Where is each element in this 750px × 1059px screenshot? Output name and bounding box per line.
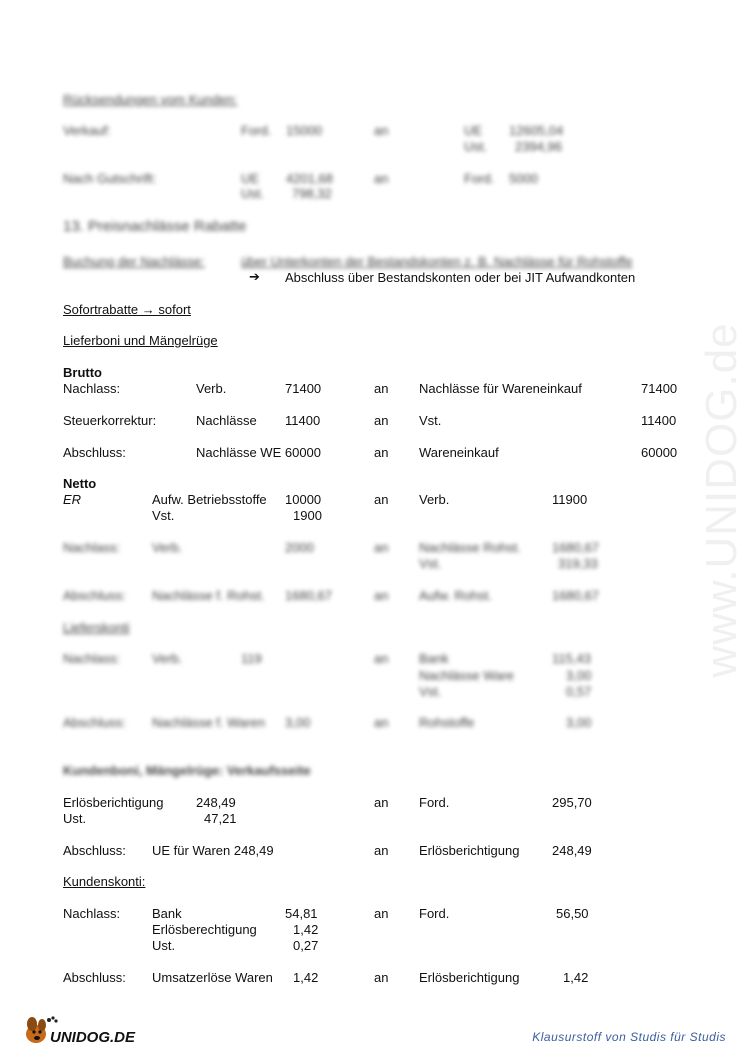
erloes-d1: Erlösberichtigung — [63, 795, 164, 810]
mid-a1-label: Abschluss: — [63, 588, 126, 603]
brutto-r3-label: Abschluss: — [63, 445, 126, 460]
kundenskonti-abs-amount: 1,42 — [293, 970, 319, 985]
kundenskonti-credit: Ford. — [419, 906, 450, 921]
returns-r1-credit-amount: 12605,04 — [509, 123, 564, 138]
brutto-r1-amount: 71400 — [285, 381, 322, 396]
kundenskonti-d1: Bank — [152, 906, 182, 921]
returns-r1-label: Verkauf: — [63, 123, 111, 138]
mid-n2c-credit: Vst. — [419, 684, 442, 699]
brutto-r1-credit: Nachlässe für Wareneinkauf — [419, 381, 582, 396]
mid-n1b-credit: Vst. — [419, 556, 442, 571]
brutto-r2-credit-amount: 11400 — [641, 413, 677, 428]
mid-n1-label: Nachlass: — [63, 540, 121, 555]
mid-n2-amount: 119 — [241, 651, 262, 666]
returns-r2b-amount: 798,32 — [292, 186, 332, 201]
netto-debit1: Aufw. Betriebsstoffe — [152, 492, 267, 507]
mid-a1-amount: 1680,67 — [285, 588, 332, 603]
netto-an: an — [374, 492, 389, 507]
mid-n1-credit: Nachlässe Rohst. — [419, 540, 521, 555]
mid-a2-credit-amount: 3,00 — [566, 715, 592, 730]
brutto-r2-an: an — [374, 413, 389, 428]
erloes-credit: Ford. — [419, 795, 450, 810]
mid-n2b-credit: Nachlässe Ware — [419, 668, 514, 683]
brutto-r1-an: an — [374, 381, 389, 396]
brutto-r3-an: an — [374, 445, 389, 460]
netto-credit-amount: 11900 — [552, 492, 588, 507]
closing-arrow-icon: ➔ — [249, 269, 260, 284]
kundenskonti-heading: Kundenskonti: — [63, 874, 146, 889]
kundenskonti-credit-amount: 56,50 — [556, 906, 589, 921]
brutto-r3-credit: Wareneinkauf — [419, 445, 499, 460]
brutto-r1-label: Nachlass: — [63, 381, 121, 396]
lieferskonti-heading: Lieferskonti — [63, 620, 130, 635]
mid-n2c-amount: 0,57 — [566, 684, 592, 699]
mid-n2-label: Nachlass: — [63, 651, 121, 666]
mid-n1-an: an — [374, 540, 389, 555]
mid-a2-label: Abschluss: — [63, 715, 126, 730]
brutto-r2-debit: Nachlässe — [196, 413, 257, 428]
erloes-abs-an: an — [374, 843, 389, 858]
kundenskonti-abs-debit: Umsatzerlöse Waren — [152, 970, 273, 985]
kundenskonti-abs-credit-amount: 1,42 — [563, 970, 589, 985]
brutto-r1-credit-amount: 71400 — [641, 381, 678, 396]
footer-tagline: Klausurstoff von Studis für Studis — [532, 1030, 726, 1044]
mid-n2-credit: Bank — [419, 651, 449, 666]
mid-a2-an: an — [374, 715, 389, 730]
lieferboni-heading: Lieferboni und Mängelrüge — [63, 333, 218, 348]
erloes-a1: 248,49 — [196, 795, 236, 810]
netto-credit: Verb. — [419, 492, 450, 507]
returns-r2-an: an — [374, 171, 389, 186]
erloes-abs-debit: UE für Waren 248,49 — [152, 843, 274, 858]
mid-a1-credit-amount: 1680,67 — [552, 588, 599, 603]
erloes-a2: 47,21 — [204, 811, 237, 826]
returns-r1-amount: 15000 — [286, 123, 323, 138]
returns-r2-debit: UE — [241, 171, 260, 186]
closing-text: Abschluss über Bestandskonten oder bei JIT Aufwandkonten — [285, 270, 636, 285]
returns-r2-amount: 4201,68 — [286, 171, 333, 186]
brutto-title: Brutto — [63, 365, 102, 380]
returns-r2-credit-amount: 5000 — [509, 171, 538, 186]
booking-text: über Unterkonten der Bestandskonten z. B. Nachlässe für Rohstoffe — [241, 254, 633, 269]
erloes-abs-amount: 248,49 — [552, 843, 592, 858]
svg-text:UNIDOG.DE: UNIDOG.DE — [50, 1029, 136, 1046]
kundenskonti-d2: Erlösberechtigung — [152, 922, 257, 937]
mid-n1-debit: Verb. — [152, 540, 183, 555]
erloes-abs-label: Abschluss: — [63, 843, 126, 858]
returns-r2b-debit: Ust. — [241, 186, 265, 201]
mid-a1-credit: Aufw. Rohst. — [419, 588, 492, 603]
netto-amount1: 10000 — [285, 492, 322, 507]
sofortrabatte: Sofortrabatte → sofort — [63, 302, 191, 317]
returns-r1-an: an — [374, 123, 389, 138]
kundenskonti-abs-label: Abschluss: — [63, 970, 126, 985]
unidog-logo — [20, 1012, 152, 1048]
mid-a2-amount: 3,00 — [285, 715, 311, 730]
erloes-d2: Ust. — [63, 811, 87, 826]
returns-r2-label: Nach Gutschrift: — [63, 171, 157, 186]
kundenskonti-abs-an: an — [374, 970, 389, 985]
brutto-r2-label: Steuerkorrektur: — [63, 413, 157, 428]
mid-n1-credit-amount: 1680,67 — [552, 540, 599, 555]
kundenskonti-a3: 0,27 — [293, 938, 319, 953]
returns-r1b-amount: 2394,96 — [515, 139, 562, 154]
watermark: www.UNIDOG.de — [697, 322, 746, 678]
mid-n1-amount: 2000 — [285, 540, 314, 555]
mid-n1b-amount: 319,33 — [558, 556, 598, 571]
brutto-r2-credit: Vst. — [419, 413, 442, 428]
brutto-r3-debit: Nachlässe WE 60000 — [196, 445, 322, 460]
dog-logo-icon — [20, 1012, 152, 1048]
brutto-r1-debit: Verb. — [196, 381, 227, 396]
kundenskonti-d3: Ust. — [152, 938, 176, 953]
brutto-r3-credit-amount: 60000 — [641, 445, 678, 460]
mid-n2-credit-amount: 115,43 — [552, 651, 591, 666]
mid-a1-an: an — [374, 588, 389, 603]
kundenskonti-a2: 1,42 — [293, 922, 319, 937]
returns-r2-credit: Ford. — [464, 171, 495, 186]
mid-n2b-amount: 3,00 — [566, 668, 592, 683]
netto-debit2: Vst. — [152, 508, 175, 523]
erloes-an: an — [374, 795, 389, 810]
erloes-credit-amount: 295,70 — [552, 795, 592, 810]
kundenskonti-a1: 54,81 — [285, 906, 318, 921]
mid-a2-debit: Nachlässe f. Waren — [152, 715, 265, 730]
returns-r1-debit: Ford. — [241, 123, 272, 138]
kundenskonti-an: an — [374, 906, 389, 921]
returns-heading: Rücksendungen vom Kunden: — [63, 92, 238, 107]
mid-a2-credit: Rohstoffe — [419, 715, 475, 730]
netto-er: ER — [63, 492, 82, 507]
netto-amount2: 1900 — [293, 508, 322, 523]
brutto-r2-amount: 11400 — [285, 413, 321, 428]
kundenboni-heading: Kundenboni, Mängelrüge: Verkaufsseite — [63, 763, 311, 778]
returns-r1b-credit: Ust. — [464, 139, 488, 154]
erloes-abs-credit: Erlösberichtigung — [419, 843, 520, 858]
netto-title: Netto — [63, 476, 97, 491]
kundenskonti-label: Nachlass: — [63, 906, 121, 921]
kundenskonti-abs-credit: Erlösberichtigung — [419, 970, 520, 985]
mid-n2-debit: Verb. — [152, 651, 183, 666]
booking-label: Buchung der Nachlässe: — [63, 254, 205, 269]
mid-n2-an: an — [374, 651, 389, 666]
mid-a1-debit: Nachlässe f. Rohst. — [152, 588, 265, 603]
returns-r1-credit: UE — [464, 123, 483, 138]
section-heading: 13. Preisnachlässe Rabatte — [63, 218, 247, 235]
